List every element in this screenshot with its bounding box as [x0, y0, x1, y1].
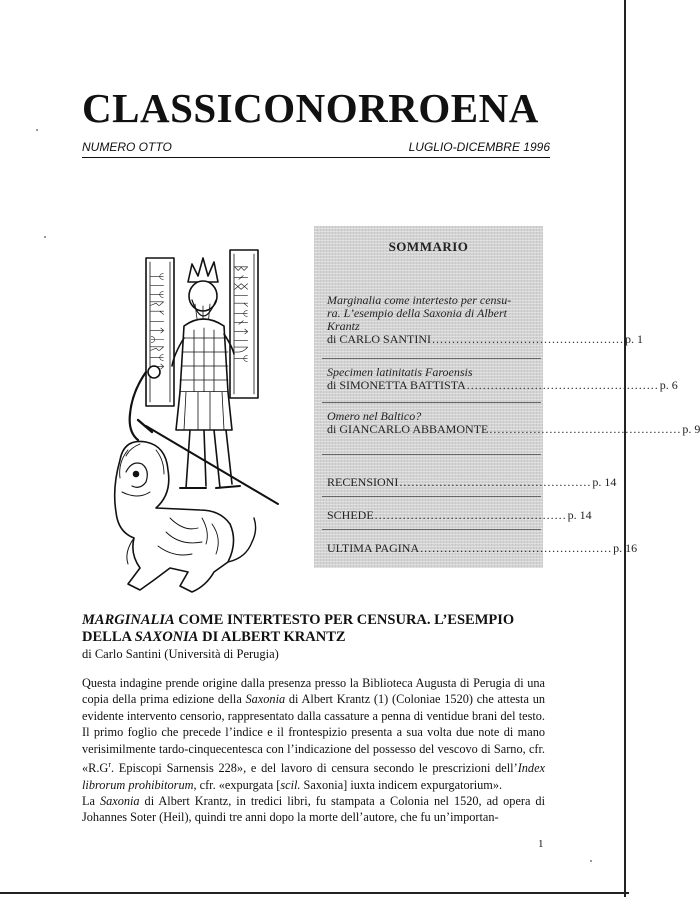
issue-date: LUGLIO-DICEMBRE 1996: [408, 140, 550, 154]
summary-box: [314, 226, 700, 568]
leader-dots: ................................................: [399, 475, 592, 489]
section-label: ULTIMA PAGINA: [327, 541, 420, 555]
page-edge-bottom: [0, 892, 629, 894]
journal-title: CLASSICONORROENA: [82, 85, 539, 131]
title-italic-part: MARGINALIA: [82, 612, 175, 628]
summary-section[interactable]: [327, 541, 638, 555]
entry-title: Krantz: [327, 319, 360, 333]
paragraph: Questa indagine prende origine dalla presenza presso la Biblioteca Augusta di Perugia di una copia della prima edizione della Saxonia di Albert Krantz (1) (Coloniae 1520) che attesta un evidente intervento censorio, rappresentato dalla cassature a penna di ventidue brani del testo. Il primo foglio che precede l’indice e il frontespizio presenta a sua volta due note di mano verisimilmente tardo-cinquecentesca con l’indicazione del possesso del vescovo di Sarno, cfr. «$R.G^r$. Episcopi Sarnensis 228», e del lavoro di censura secondo le prescrizioni dell’Index librorum prohibitorum, cfr. «expurgata [scil. Saxonia] iuxta indicem expurgatorium».: [82, 676, 545, 792]
title-part: DI ALBERT KRANTZ: [198, 629, 346, 645]
section-page: p. 16: [613, 541, 638, 555]
entry-page: p. 1: [625, 332, 644, 346]
divider: [322, 454, 541, 455]
article-author: di Carlo Santini (Università di Perugia): [82, 647, 279, 661]
entry-author: CARLO SANTINI: [339, 332, 432, 346]
summary-heading: SOMMARIO: [388, 239, 469, 254]
entry-page: p. 6: [659, 378, 678, 392]
entry-by: di: [327, 378, 337, 392]
woodcut-illustration: [110, 242, 310, 614]
leader-dots: ................................................: [489, 422, 682, 436]
leader-dots: ................................................: [432, 332, 625, 346]
entry-by: di: [327, 332, 337, 346]
entry-author: SIMONETTA BATTISTA: [339, 378, 466, 392]
scan-speck: [44, 236, 46, 238]
issue-number: NUMERO OTTO: [82, 140, 172, 154]
divider: [322, 529, 541, 530]
page-number: 1: [538, 838, 544, 850]
woodcut-figure-with-runic-staff-and-lion-icon: [110, 242, 310, 614]
divider: [322, 358, 541, 359]
entry-byline: [327, 378, 678, 392]
entry-title: Omero nel Baltico?: [327, 409, 422, 423]
entry-page: p. 9: [682, 422, 700, 436]
summary-entry[interactable]: [327, 365, 678, 392]
divider: [322, 402, 541, 403]
rune-inscription-right: ᛒᚾᛝᛁᚴᛘᚾᛏᛁᚢᛘ: [232, 264, 250, 364]
entry-author: GIANCARLO ABBAMONTE: [339, 422, 489, 436]
title-part: COME INTERTESTO PER CENSURA. L’ESEMPIO DELLA: [82, 612, 515, 645]
article-body: [82, 675, 545, 826]
rune-inscription-left: ᛘᛁᛘᚱᚴᛁᛏᛦᚱᛘᛏ: [148, 272, 166, 372]
entry-by: di: [327, 422, 337, 436]
page-edge-right: [624, 0, 626, 897]
entry-byline: [327, 422, 700, 436]
issue-line: [82, 140, 550, 158]
title-italic-part: SAXONIA: [134, 629, 199, 645]
entry-title: ra. L’esempio della Saxonia di Albert: [327, 306, 507, 320]
scan-speck: [36, 129, 38, 131]
entry-title: Marginalia come intertesto per censu-: [327, 293, 512, 307]
article-title: [82, 612, 552, 646]
summary-section[interactable]: [327, 475, 617, 489]
leader-dots: ................................................: [466, 378, 659, 392]
leader-dots: ................................................: [374, 508, 567, 522]
leader-dots: ................................................: [420, 541, 613, 555]
section-label: RECENSIONI: [327, 475, 399, 489]
entry-byline: [327, 332, 644, 346]
paragraph: La Saxonia di Albert Krantz, in tredici libri, fu stampata a Colonia nel 1520, ad opera di Johannes Soter (Heil), quindi tre anni dopo la morte dell’autore, che fu un’importan-: [82, 793, 545, 825]
section-label: SCHEDE: [327, 508, 374, 522]
section-page: p. 14: [592, 475, 617, 489]
section-page: p. 14: [567, 508, 592, 522]
entry-title: Specimen latinitatis Faroensis: [327, 365, 473, 379]
summary-section[interactable]: [327, 508, 592, 522]
divider: [322, 496, 541, 497]
summary-entry[interactable]: [327, 293, 644, 346]
scan-speck: [590, 860, 592, 862]
summary-entry[interactable]: [327, 409, 700, 436]
